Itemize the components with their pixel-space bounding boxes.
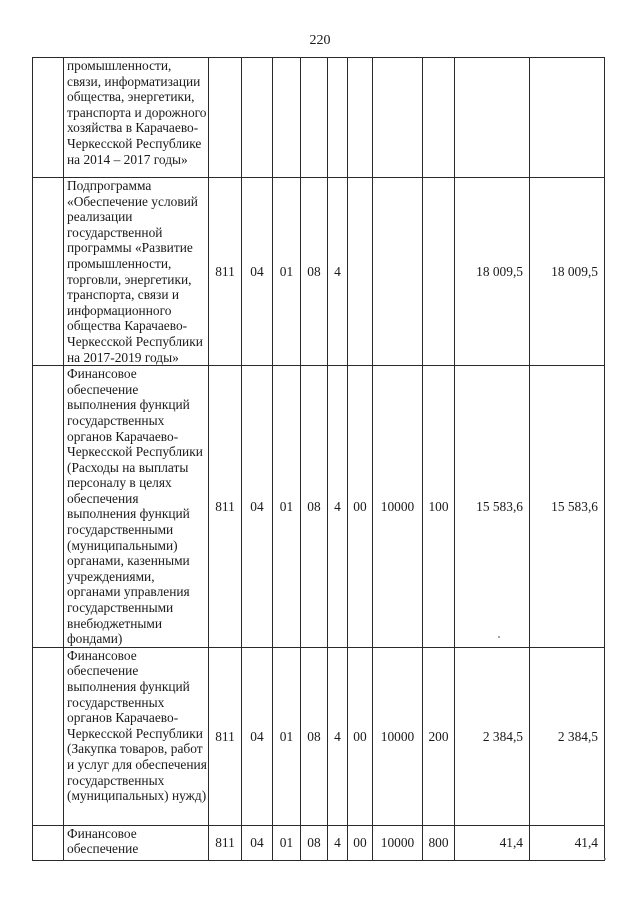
expense-type-code: 100	[423, 366, 455, 648]
amount-2: 2 384,5	[530, 647, 605, 825]
row-number-cell	[33, 366, 64, 648]
target-code-part-4: 10000	[373, 366, 423, 648]
amount-2: 41,4	[530, 825, 605, 860]
row-number-cell	[33, 825, 64, 860]
target-code-part-2: 4	[328, 178, 348, 366]
amount-1: 41,4	[455, 825, 530, 860]
target-code-part-3: 00	[348, 647, 373, 825]
ved-code: 811	[209, 366, 242, 648]
section-code	[242, 58, 273, 178]
expense-type-code: 800	[423, 825, 455, 860]
section-code: 04	[242, 825, 273, 860]
subsection-code: 01	[273, 178, 301, 366]
target-code-part-1: 08	[301, 647, 328, 825]
item-name: Финансовое обеспечение выполнения функций государственных органов Карачаево-Черкесской Республики (Расходы на выплаты персоналу в целях обеспечения выполнения функций государственными (муниципальными) органами, казенными учреждениями, органами управления государственными внебюджетными фондами)	[64, 366, 209, 648]
subsection-code: 01	[273, 825, 301, 860]
table-row	[33, 825, 605, 860]
amount-2: 15 583,6	[530, 366, 605, 648]
row-number-cell	[33, 647, 64, 825]
scan-speck	[498, 636, 500, 638]
row-number-cell	[33, 58, 64, 178]
table-row	[33, 178, 605, 366]
amount-1: 2 384,5	[455, 647, 530, 825]
amount-1: 15 583,6	[455, 366, 530, 648]
subsection-code: 01	[273, 647, 301, 825]
section-code: 04	[242, 178, 273, 366]
target-code-part-3	[348, 58, 373, 178]
amount-2: 18 009,5	[530, 178, 605, 366]
section-code: 04	[242, 647, 273, 825]
target-code-part-2: 4	[328, 825, 348, 860]
target-code-part-1: 08	[301, 825, 328, 860]
ved-code: 811	[209, 178, 242, 366]
item-name: Подпрограмма «Обеспечение условий реализации государственной программы «Развитие промышленности, торговли, энергетики, транспорта, связи и информационного общества Карачаево-Черкесской Республики на 2017-2019 годы»	[64, 178, 209, 366]
item-name: Финансовое обеспечение выполнения функций государственных органов Карачаево-Черкесской Республики (Закупка товаров, работ и услуг для обеспечения государственных (муниципальных) нужд)	[64, 647, 209, 825]
page-number: 220	[309, 33, 331, 48]
target-code-part-4: 10000	[373, 825, 423, 860]
item-name: Финансовое обеспечение	[64, 825, 209, 860]
ved-code: 811	[209, 825, 242, 860]
table-row	[33, 366, 605, 648]
target-code-part-2: 4	[328, 366, 348, 648]
target-code-part-3: 00	[348, 366, 373, 648]
target-code-part-1	[301, 58, 328, 178]
item-name: промышленности, связи, информатизации общества, энергетики, транспорта и дорожного хозяйства в Карачаево-Черкесской Республике на 2014 – 2017 годы»	[64, 58, 209, 178]
target-code-part-3: 00	[348, 825, 373, 860]
target-code-part-4	[373, 178, 423, 366]
amount-1	[455, 58, 530, 178]
amount-2	[530, 58, 605, 178]
target-code-part-2: 4	[328, 647, 348, 825]
budget-table	[32, 57, 605, 861]
target-code-part-1: 08	[301, 178, 328, 366]
expense-type-code	[423, 178, 455, 366]
ved-code	[209, 58, 242, 178]
scan-speck	[604, 858, 606, 860]
target-code-part-3	[348, 178, 373, 366]
table-row	[33, 647, 605, 825]
subsection-code: 01	[273, 366, 301, 648]
amount-1: 18 009,5	[455, 178, 530, 366]
target-code-part-4	[373, 58, 423, 178]
target-code-part-1: 08	[301, 366, 328, 648]
expense-type-code	[423, 58, 455, 178]
target-code-part-4: 10000	[373, 647, 423, 825]
expense-type-code: 200	[423, 647, 455, 825]
ved-code: 811	[209, 647, 242, 825]
subsection-code	[273, 58, 301, 178]
table-row	[33, 58, 605, 178]
section-code: 04	[242, 366, 273, 648]
row-number-cell	[33, 178, 64, 366]
target-code-part-2	[328, 58, 348, 178]
